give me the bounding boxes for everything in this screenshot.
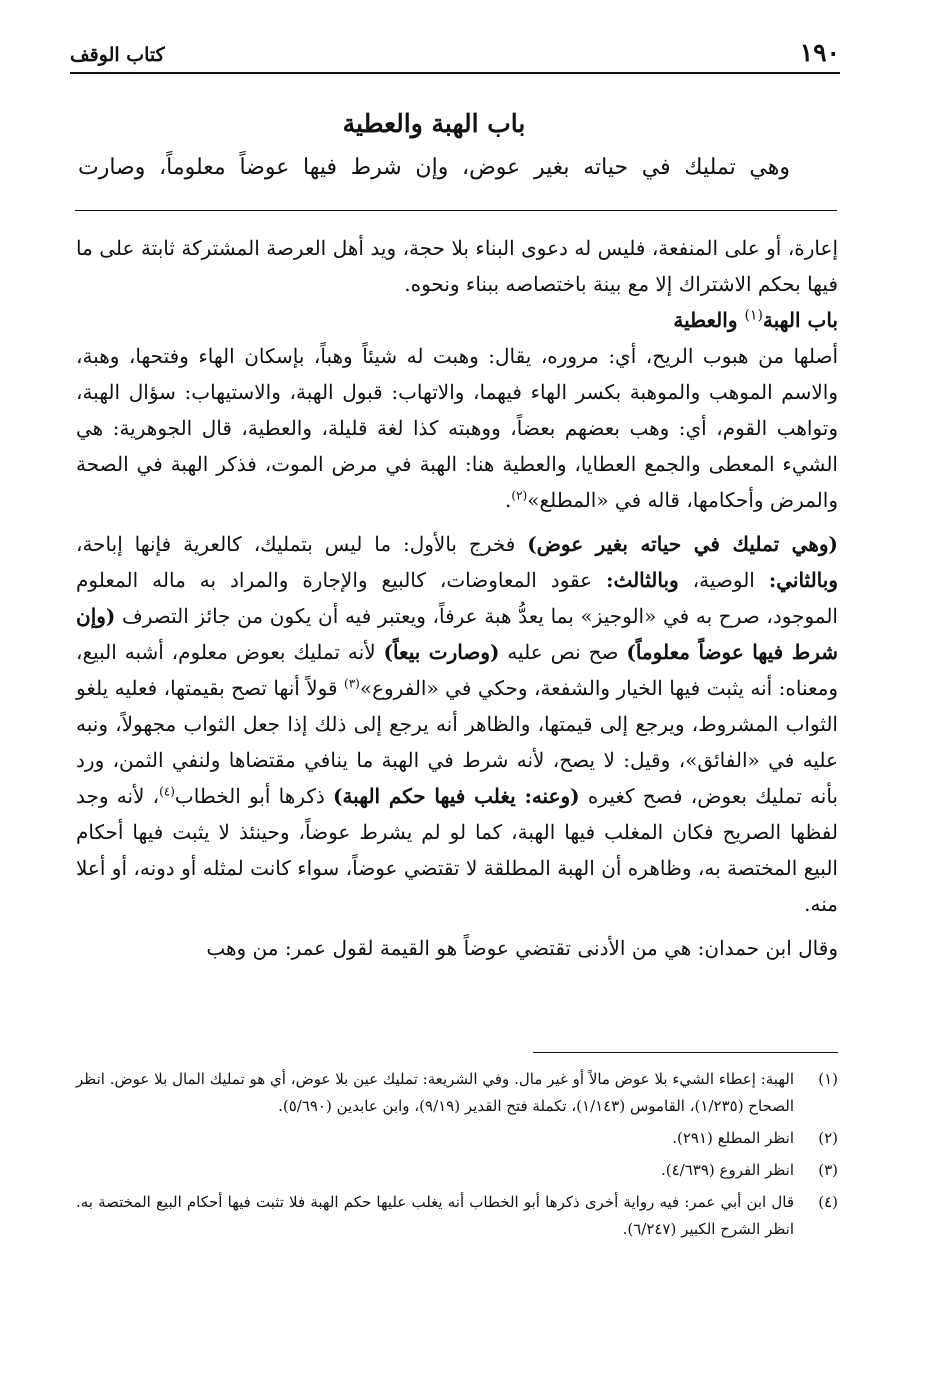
- matn-text: وهي تمليك في حياته بغير عوض، وإن شرط فيها عوضاً معلوماً، وصارت: [78, 155, 790, 180]
- footnote-ref-1[interactable]: (١): [744, 307, 763, 324]
- commentary-body: [76, 230, 838, 966]
- text-run: عقود المعاوضات، كالبيع والإجارة والمراد به ماله المعلوم الموجود، صرح به في «الوجيز» بما يعدُّ هبة عرفاً، ويعتبر فيه أن يكون من جائز التصرف: [76, 568, 838, 628]
- footnote: [76, 1125, 838, 1152]
- paragraph-2: [76, 338, 838, 518]
- paragraph-2-end: .: [505, 488, 512, 512]
- footnote-number: (٢): [818, 1129, 838, 1147]
- footnote-text: الهبة: إعطاء الشيء بلا عوض مالاً أو غير مال. وفي الشريعة: تمليك عين بلا عوض، أي هو تمليك المال بلا عوض. انظر الصحاح (١/٢٣٥)، القاموس (١/١٤٣)، تكملة فتح القدير (٩/١٩)، وابن عابدين (٥/٦٩٠).: [76, 1070, 794, 1115]
- footnote-ref-2[interactable]: (٢): [511, 488, 528, 503]
- text-run: لأنه تمليك بعوض معلوم، أشبه البيع، ومعناه: أنه يثبت فيها الخيار والشفعة، وحكي في «الفروع»: [76, 640, 838, 700]
- footnote-number: (٤): [818, 1193, 838, 1211]
- book-title: كتاب الوقف: [70, 44, 165, 66]
- matn-block: [78, 100, 790, 188]
- page-number: ١٩٠: [799, 38, 840, 67]
- footnote-divider: [533, 1052, 838, 1053]
- footnotes: [76, 1066, 838, 1248]
- paragraph-1: إعارة، أو على المنفعة، فليس له دعوى البناء بلا حجة، ويد أهل العرصة المشتركة ثابتة على ما فيها بحكم الاشتراك إلا مع بينة باختصاصه ببناء ونحوه.: [76, 236, 838, 296]
- bold-term: وبالثالث:: [606, 568, 679, 592]
- footnote-ref-3[interactable]: (٣): [344, 676, 360, 691]
- matn-divider: [75, 210, 837, 211]
- text-run: ذكرها أبو الخطاب: [174, 784, 333, 808]
- matn-quote: (وصارت بيعاً): [383, 640, 500, 664]
- footnote: [76, 1157, 838, 1184]
- matn-heading: باب الهبة والعطية: [342, 109, 526, 138]
- matn-quote: (وإن شرط فيها عوضاً معلوماً): [76, 604, 839, 664]
- text-run: فخرج بالأول: ما ليس بتمليك، كالعرية فإنها إباحة،: [76, 532, 528, 556]
- footnote-number: (٣): [818, 1161, 838, 1179]
- footnote: [76, 1189, 838, 1243]
- section-heading-post: والعطية: [673, 308, 745, 332]
- text-run: ، لأنه وجد لفظها الصريح فكان المغلب فيها الهبة، كما لو لم يشرط عوضاً، وحينئذ لا يثبت فيها أحكام البيع المختصة به، وظاهره أن الهبة المطلقة لا تقتضي عوضاً، سواء كانت لمثله أو دونه، أو أعلا منه.: [76, 784, 838, 916]
- paragraph-4: وقال ابن حمدان: هي من الأدنى تقتضي عوضاً هو القيمة لقول عمر: من وهب: [206, 936, 838, 960]
- section-heading: [76, 302, 838, 338]
- text-run: قولاً أنها تصح بقيمتها، فعليه يلغو الثواب المشروط، ويرجع إلى قيمتها، والظاهر أنه يرجع إلى ذلك إذا جعل الثواب مجهولاً، ونبه عليه في «الفائق»، وقيل: لا يصح، لأنه شرط في الهبة ما ينافي مقتضاها ولنفي الثمن، ورد بأنه تمليك بعوض، فصح كغيره: [76, 676, 838, 808]
- matn-quote: (وهي تمليك في حياته بغير عوض): [527, 532, 838, 556]
- footnote-text: قال ابن أبي عمر: فيه رواية أخرى ذكرها أبو الخطاب أنه يغلب عليها حكم الهبة فلا تثبت فيها أحكام البيع المختصة به. انظر الشرح الكبير (٦/٢٤٧).: [76, 1193, 794, 1238]
- running-header: [70, 38, 840, 74]
- text-run: صح نص عليه: [499, 640, 627, 664]
- footnote-text: انظر المطلع (٢٩١).: [672, 1129, 794, 1147]
- matn-quote: (وعنه: يغلب فيها حكم الهبة): [333, 784, 580, 808]
- footnote: [76, 1066, 838, 1120]
- paragraph-3: [76, 526, 838, 922]
- footnote-number: (١): [818, 1070, 838, 1088]
- text-run: الوصية،: [678, 568, 769, 592]
- footnote-text: انظر الفروع (٤/٦٣٩).: [660, 1161, 794, 1179]
- section-heading-pre: باب الهبة: [762, 308, 838, 332]
- paragraph-2-text: أصلها من هبوب الريح، أي: مروره، يقال: وهبت له شيئاً وهباً، بإسكان الهاء وفتحها، وهبة، والاسم الموهب والموهبة بكسر الهاء فيهما، والاتهاب: قبول الهبة، والاستيهاب: سؤال الهبة، وتواهب القوم، أي: وهب بعضهم بعضاً، ووهبته كذا لغة قليلة، والعطية، قال الجوهرية: هي الشيء المعطى والجمع العطايا، والعطية هنا: الهبة في مرض الموت، فذكر الهبة في الصحة والمرض وأحكامها، قاله في «المطلع»: [76, 344, 838, 512]
- bold-term: وبالثاني:: [768, 568, 838, 592]
- footnote-ref-4[interactable]: (٤): [159, 784, 175, 799]
